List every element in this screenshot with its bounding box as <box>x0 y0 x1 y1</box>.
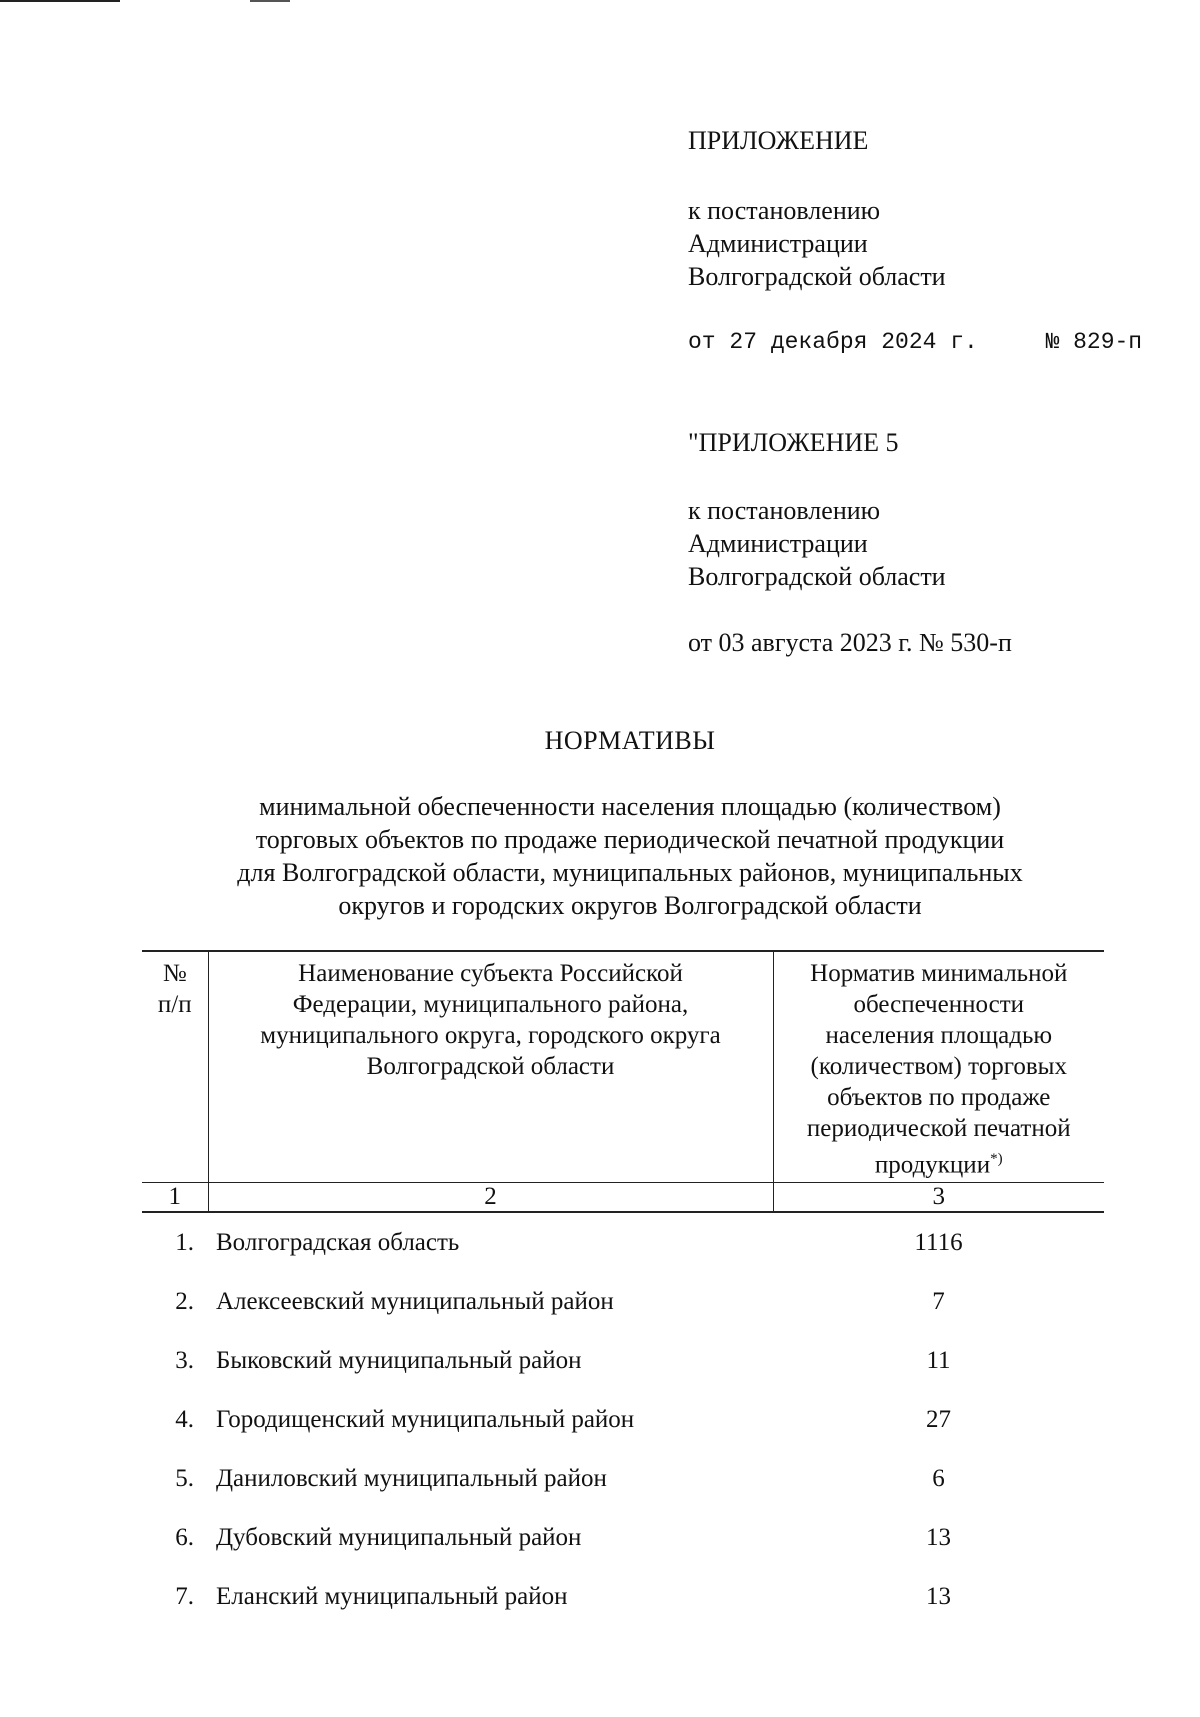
table-row <box>142 1272 1104 1331</box>
row-name: Городищенский муниципальный район <box>216 1406 635 1434</box>
table-header-row <box>142 951 1104 1183</box>
appendix5-line: к постановлению <box>688 496 881 525</box>
appendix5-line: Администрации <box>688 529 868 558</box>
subtitle-line: минимальной обеспеченности населения площадью (количеством) <box>259 792 1001 821</box>
row-number: 5. <box>175 1465 194 1493</box>
norms-table <box>142 950 1104 1626</box>
row-name: Быковский муниципальный район <box>216 1347 582 1375</box>
row-number: 2. <box>175 1288 194 1316</box>
column-number: 1 <box>142 1183 208 1213</box>
row-name: Даниловский муниципальный район <box>216 1465 607 1493</box>
row-value: 6 <box>932 1465 945 1493</box>
table-row <box>142 1212 1104 1272</box>
appendix-date: от 27 декабря 2024 г. <box>688 329 978 355</box>
scan-edge-line <box>250 0 290 2</box>
table-row <box>142 1449 1104 1508</box>
column-number: 2 <box>208 1183 773 1213</box>
row-number: 1. <box>175 1229 194 1257</box>
row-value: 13 <box>926 1524 951 1552</box>
table-row <box>142 1390 1104 1449</box>
row-name: Еланский муниципальный район <box>216 1583 568 1611</box>
appendix5-basis <box>688 494 946 593</box>
appendix-date-line <box>688 326 1142 359</box>
appendix5-line: Волгоградской области <box>688 562 946 591</box>
appendix-number: № 829-п <box>1045 329 1143 355</box>
subtitle-line: округов и городских округов Волгоградской области <box>338 891 922 920</box>
row-number: 3. <box>175 1347 194 1375</box>
row-value: 27 <box>926 1406 951 1434</box>
table-row <box>142 1567 1104 1626</box>
header-name: Наименование субъекта Российской Федерации, муниципального района, муниципального округа, городского округа Волгоградской области <box>208 951 773 1183</box>
document-subtitle <box>150 790 1110 922</box>
appendix-title: ПРИЛОЖЕНИЕ <box>688 126 869 155</box>
row-name: Алексеевский муниципальный район <box>216 1288 614 1316</box>
appendix-line: Администрации <box>688 229 868 258</box>
row-value: 1116 <box>914 1229 963 1257</box>
row-value: 7 <box>932 1288 945 1316</box>
subtitle-line: торговых объектов по продаже периодической печатной продукции <box>255 825 1005 854</box>
appendix5-title: "ПРИЛОЖЕНИЕ 5 <box>688 428 899 457</box>
scan-edge-line <box>0 0 120 2</box>
document-title: НОРМАТИВЫ <box>544 726 716 755</box>
header-norm: Норматив минимальной обеспеченности населения площадью (количеством) торговых объектов по продаже периодической печатной продукции*) <box>773 951 1104 1183</box>
appendix5-date-line: от 03 августа 2023 г. № 530-п <box>688 628 1012 657</box>
appendix-line: Волгоградской области <box>688 262 946 291</box>
appendix-basis <box>688 194 946 293</box>
table-row <box>142 1331 1104 1390</box>
appendix-line: к постановлению <box>688 196 881 225</box>
row-name: Волгоградская область <box>216 1229 460 1257</box>
column-number-row <box>142 1183 1104 1213</box>
column-number: 3 <box>773 1183 1104 1213</box>
row-number: 6. <box>175 1524 194 1552</box>
row-value: 13 <box>926 1583 951 1611</box>
row-number: 7. <box>175 1583 194 1611</box>
row-name: Дубовский муниципальный район <box>216 1524 582 1552</box>
footnote-mark: *) <box>990 1151 1003 1167</box>
row-number: 4. <box>175 1406 194 1434</box>
header-number: № п/п <box>142 951 208 1183</box>
subtitle-line: для Волгоградской области, муниципальных районов, муниципальных <box>237 858 1023 887</box>
table-row <box>142 1508 1104 1567</box>
row-value: 11 <box>926 1347 951 1375</box>
